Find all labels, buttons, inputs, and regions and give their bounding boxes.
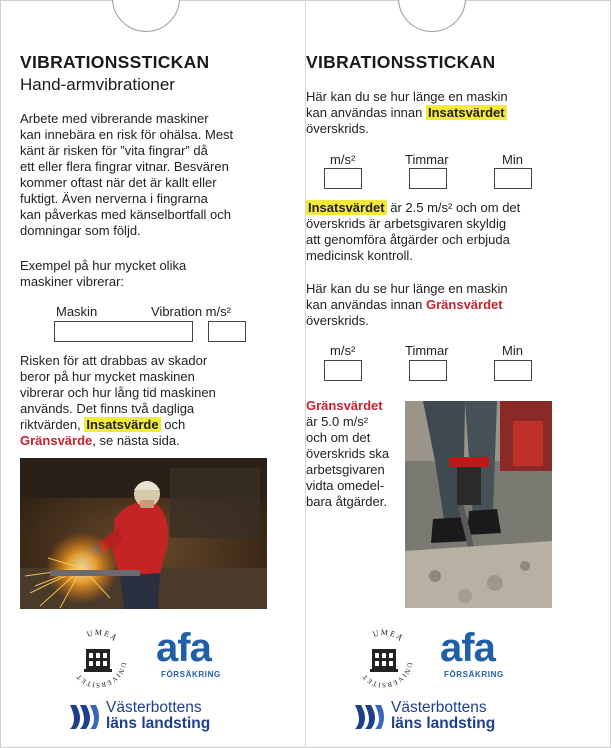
insatsvarde-highlight: Insatsvärde [86, 417, 159, 432]
question-line: kan användas innan Gränsvärdet [306, 297, 503, 312]
svg-text:UNIVERSITET: UNIVERSITET [74, 661, 128, 690]
insats-timmar-box[interactable] [409, 168, 447, 189]
example-line: maskiner vibrerar: [20, 274, 125, 289]
vll-line: Västerbottens [106, 699, 202, 716]
example-paragraph [20, 258, 186, 290]
intro-line: kan innebära en risk för ohälsa. Mest [20, 127, 234, 142]
svg-text:UMEÅ: UMEÅ [371, 627, 406, 644]
vll-line: Västerbottens [391, 699, 487, 716]
maskin-input-box[interactable] [54, 321, 193, 342]
insatsvardet-highlight-2: Insatsvärdet [308, 200, 385, 215]
grans-timmar-box[interactable] [409, 360, 447, 381]
intro-line: känt är risken för ”vita fingrar” då [20, 143, 208, 158]
col-min-label-1: Min [502, 152, 523, 167]
left-subtitle: Hand-armvibrationer [20, 75, 175, 94]
gransvarde-red-text: Gränsvärde [20, 433, 93, 448]
vll-line: läns landsting [106, 715, 211, 732]
grans-ms-box[interactable] [324, 360, 362, 381]
grans-question [306, 281, 508, 329]
intro-line: ett eller flera fingrar vitnar. Besvären [20, 159, 229, 174]
question-line: Här kan du se hur länge en maskin [306, 89, 508, 104]
insats-line: överskrids är arbetsgivaren skyldig [306, 216, 507, 231]
left-title: VIBRATIONSSTICKAN [20, 52, 210, 72]
insats-info [306, 200, 520, 264]
afa-logo-text-right: afa [440, 626, 495, 670]
grans-info [306, 398, 401, 510]
risk-line: vibrerar och hur lång tid maskinen [20, 385, 216, 400]
insats-line: Insatsvärdet är 2.5 m/s² och om det [308, 200, 521, 215]
grans-line: och om det [306, 430, 371, 445]
maskin-label: Maskin [56, 304, 98, 319]
intro-line: domningar som följd. [20, 223, 141, 238]
grans-line: överskrids ska [306, 446, 390, 461]
insatsvardet-highlight: Insatsvärdet [428, 105, 505, 120]
vibration-label: Vibration m/s² [151, 304, 231, 319]
intro-line: Arbete med vibrerande maskiner [20, 111, 209, 126]
vll-line: läns landsting [391, 715, 496, 732]
grans-line: vidta omedel- [306, 478, 385, 493]
jackhammer-photo [405, 401, 552, 608]
vll-logo-mark-right [353, 701, 387, 731]
intro-line: fuktigt. Även nerverna i fingrarna [20, 191, 208, 206]
afa-logo-text: afa [156, 626, 211, 670]
grans-line: är 5.0 m/s² [306, 414, 369, 429]
grans-line: arbetsgivaren [306, 462, 385, 477]
question-line: Här kan du se hur länge en maskin [306, 281, 508, 296]
umea-universitet-logo-right [352, 627, 416, 691]
col-ms-label-1: m/s² [330, 152, 356, 167]
jackhammer-photo-image [405, 401, 552, 608]
gransvardet-heading: Gränsvärdet [306, 398, 383, 413]
risk-line: Gränsvärde, se nästa sida. [20, 433, 180, 448]
grinder-photo-image [20, 458, 267, 609]
question-line: kan användas innan Insatsvärdet [306, 105, 505, 120]
umea-universitet-logo [66, 627, 130, 691]
svg-text:UNIVERSITET: UNIVERSITET [360, 661, 414, 690]
risk-line: Risken för att drabbas av skador [20, 353, 208, 368]
question-line: överskrids. [306, 121, 369, 136]
vll-logo-text-right [391, 700, 495, 732]
insats-ms-box[interactable] [324, 168, 362, 189]
right-panel [306, 0, 596, 748]
intro-paragraph [20, 111, 233, 239]
vll-logo-mark [68, 701, 102, 731]
afa-logo-subtext-right: FÖRSÄKRING [444, 670, 504, 679]
risk-line: används. Det finns två dagliga [20, 401, 195, 416]
grans-min-box[interactable] [494, 360, 532, 381]
intro-line: kommer oftast när det är kallt eller [20, 175, 217, 190]
insats-min-box[interactable] [494, 168, 532, 189]
vibration-input-box[interactable] [208, 321, 246, 342]
example-line: Exempel på hur mycket olika [20, 258, 187, 273]
risk-line: riktvärden, Insatsvärde och [20, 417, 186, 432]
insats-line: medicinsk kontroll. [306, 248, 413, 263]
risk-paragraph [20, 353, 216, 449]
insats-line: att genomföra åtgärder och erbjuda [306, 232, 510, 247]
col-min-label-2: Min [502, 343, 523, 358]
grinder-worker-photo [20, 458, 267, 609]
afa-logo-subtext: FÖRSÄKRING [161, 670, 221, 679]
right-title: VIBRATIONSSTICKAN [306, 52, 496, 72]
risk-line: beror på hur mycket maskinen [20, 369, 195, 384]
svg-text:UMEÅ: UMEÅ [85, 627, 120, 644]
col-timmar-label-1: Timmar [405, 152, 449, 167]
col-timmar-label-2: Timmar [405, 343, 449, 358]
insats-question [306, 89, 508, 137]
gransvardet-red-text: Gränsvärdet [426, 297, 503, 312]
grans-line: bara åtgärder. [306, 494, 387, 509]
intro-line: kan påverkas med känselbortfall och [20, 207, 232, 222]
left-panel [18, 0, 308, 748]
vll-logo-text [106, 700, 210, 732]
col-ms-label-2: m/s² [330, 343, 356, 358]
question-line: överskrids. [306, 313, 369, 328]
